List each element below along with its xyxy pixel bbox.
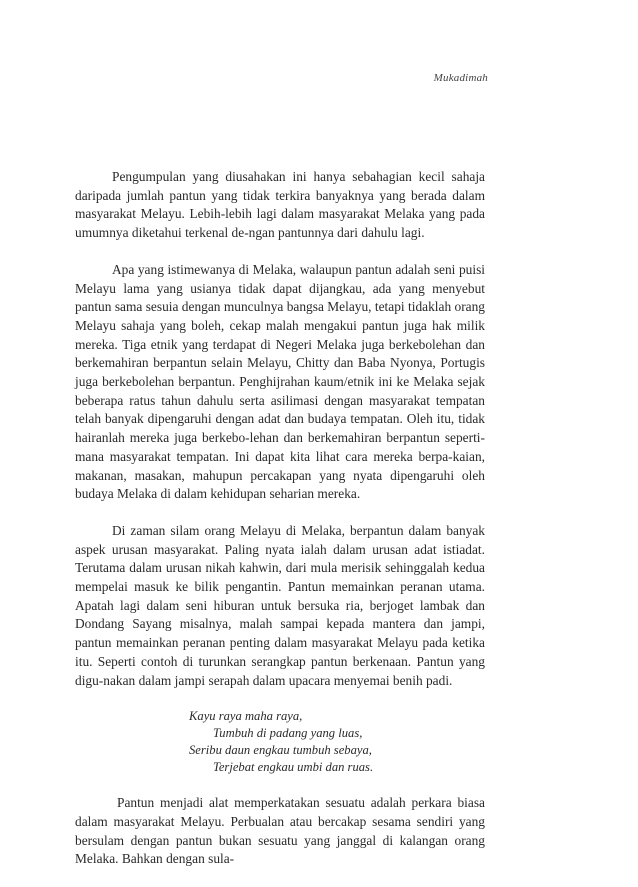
- verse-line-1: Kayu raya maha raya,: [189, 709, 303, 724]
- paragraph-1: Pengumpulan yang diusahakan ini hanya sebahagian kecil sahaja daripada jumlah pantun yang tidak terkira banyaknya yang berada dalam masyarakat Melayu. Lebih-lebih lagi dalam masyarakat Melaka yang pada umumnya diketahui terkenal de-ngan pantunnya dari dahulu lagi.: [75, 169, 485, 241]
- verse-line-4: Terjebat engkau umbi dan ruas.: [213, 760, 374, 775]
- verse-line-3: Seribu daun engkau tumbuh sebaya,: [189, 743, 372, 758]
- body-text: [75, 168, 485, 887]
- verse-line-2: Tumbuh di padang yang luas,: [213, 726, 363, 741]
- paragraph-2: Apa yang istimewanya di Melaka, walaupun pantun adalah seni puisi Melayu lama yang usianya tidak dapat dijangkau, ada yang menyebut pantun sama sesuia dengan munculnya bangsa Melayu, tetapi tidaklah orang Melayu sahaja yang boleh, cekap malah mengakui pantun juga hak milik mereka. Tiga etnik yang terdapat di Negeri Melaka juga berkebolehan dan berkemahiran berpantun selain Melayu, Chitty dan Baba Nyonya, Portugis juga berkebolehan berpantun. Penghijrahan kaum/etnik ini ke Melaka sejak beberapa ratus tahun dahulu serta asilimasi dengan masyarakat tempatan telah banyak dipengaruhi dengan adat dan budaya tempatan. Oleh itu, tidak hairanlah mereka juga berkebo-lehan dan berkemahiran berpantun seperti-mana masyarakat tempatan. Ini dapat kita lihat cara mereka berpa-kaian, makanan, masakan, mahupun percakapan yang nyata dipengaruhi oleh budaya Melaka di dalam kehidupan seharian mereka.: [75, 261, 485, 502]
- running-header: Mukadimah: [433, 72, 488, 84]
- paragraph-3: Di zaman silam orang Melayu di Melaka, berpantun dalam banyak aspek urusan masyarakat. Paling nyata ialah dalam urusan adat istiadat. Terutama dalam urusan nikah kahwin, dari mula merisik sehinggalah kedua mempelai masuk ke bilik pengantin. Pantun memainkan peranan utama. Apatah lagi dalam seni hiburan untuk bersuka ria, berjoget lambak dan Dondang Sayang misalnya, malah sampai kepada mantera dan jampi, pantun memainkan peranan penting dalam masyarakat Melayu pada ketika itu. Seperti contoh di turunkan serangkap pantun berkenaan. Pantun yang digu-nakan dalam jampi serapah dalam upacara menyemai benih padi.: [75, 522, 485, 688]
- paragraph-4: Pantun menjadi alat memperkatakan sesuatu adalah perkara biasa dalam masyarakat Melayu. Perbualan atau bercakap sesama sendiri yang bersulam dengan pantun bukan sesuatu yang janggal di kalangan orang Melaka. Bahkan dengan sula-: [75, 795, 485, 867]
- pantun-verse: [189, 708, 485, 776]
